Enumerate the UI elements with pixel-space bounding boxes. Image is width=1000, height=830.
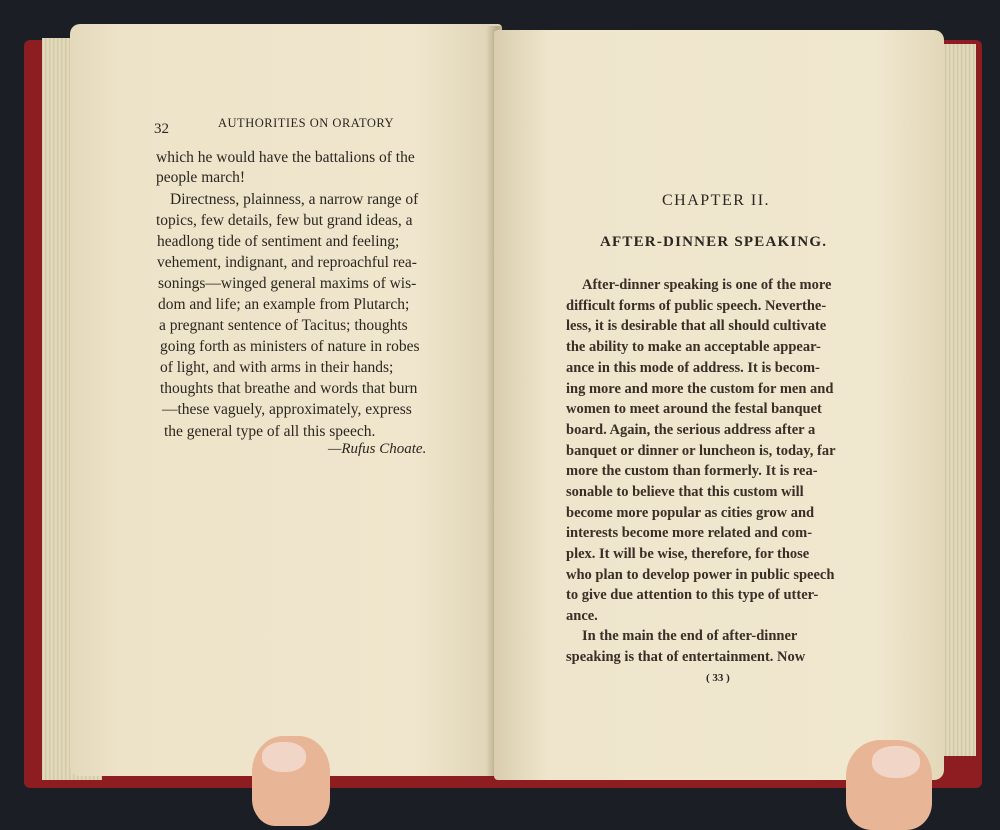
text-line: —these vaguely, approximately, express: [162, 401, 412, 418]
text-line: plex. It will be wise, therefore, for those: [566, 546, 810, 562]
text-line: people march!: [156, 169, 246, 186]
text-line: ance in this mode of address. It is becom-: [566, 360, 820, 376]
page-folio: ( 33 ): [706, 672, 730, 684]
text-line: ance.: [566, 608, 598, 624]
text-line: After-dinner speaking is one of the more: [582, 277, 832, 293]
text-line: a pregnant sentence of Tacitus; thoughts: [159, 317, 408, 334]
text-line: less, it is desirable that all should cultivate: [566, 318, 827, 334]
text-line: interests become more related and com-: [566, 525, 813, 541]
text-line: going forth as ministers of nature in robes: [160, 338, 420, 355]
text-line: topics, few details, few but grand ideas, a: [156, 212, 413, 229]
text-line: board. Again, the serious address after a: [566, 422, 816, 438]
chapter-title: AFTER-DINNER SPEAKING.: [600, 234, 828, 250]
right-thumbnail: [872, 746, 920, 778]
text-line: which he would have the battalions of the: [156, 149, 415, 166]
chapter-heading: CHAPTER II.: [662, 192, 771, 209]
text-line: sonings—winged general maxims of wis-: [158, 275, 417, 292]
text-line: the ability to make an acceptable appear-: [566, 339, 821, 355]
quote-attribution: —Rufus Choate.: [328, 441, 427, 457]
text-line: headlong tide of sentiment and feeling;: [157, 233, 400, 250]
page-number: 32: [154, 121, 169, 137]
text-line: banquet or dinner or luncheon is, today, far: [566, 443, 836, 459]
text-line: women to meet around the festal banquet: [566, 401, 822, 417]
text-line: more the custom than formerly. It is rea-: [566, 463, 818, 479]
left-page: [70, 24, 502, 776]
text-line: Directness, plainness, a narrow range of: [170, 191, 419, 208]
running-head: AUTHORITIES ON ORATORY: [218, 116, 395, 130]
text-line: sonable to believe that this custom will: [566, 484, 804, 500]
text-line: In the main the end of after-dinner: [582, 628, 798, 644]
text-line: become more popular as cities grow and: [566, 505, 815, 521]
left-thumbnail: [262, 742, 306, 772]
right-page: [494, 30, 944, 780]
text-line: ing more and more the custom for men and: [566, 381, 834, 397]
text-line: to give due attention to this type of utter-: [566, 587, 819, 603]
text-line: dom and life; an example from Plutarch;: [158, 296, 410, 313]
text-line: thoughts that breathe and words that burn: [160, 380, 418, 397]
text-line: the general type of all this speech.: [164, 423, 376, 440]
text-line: difficult forms of public speech. Neverthe-: [566, 298, 827, 314]
text-line: vehement, indignant, and reproachful rea-: [157, 254, 417, 271]
text-line: who plan to develop power in public speech: [566, 567, 835, 583]
text-line: of light, and with arms in their hands;: [160, 359, 394, 376]
text-line: speaking is that of entertainment. Now: [566, 649, 806, 665]
